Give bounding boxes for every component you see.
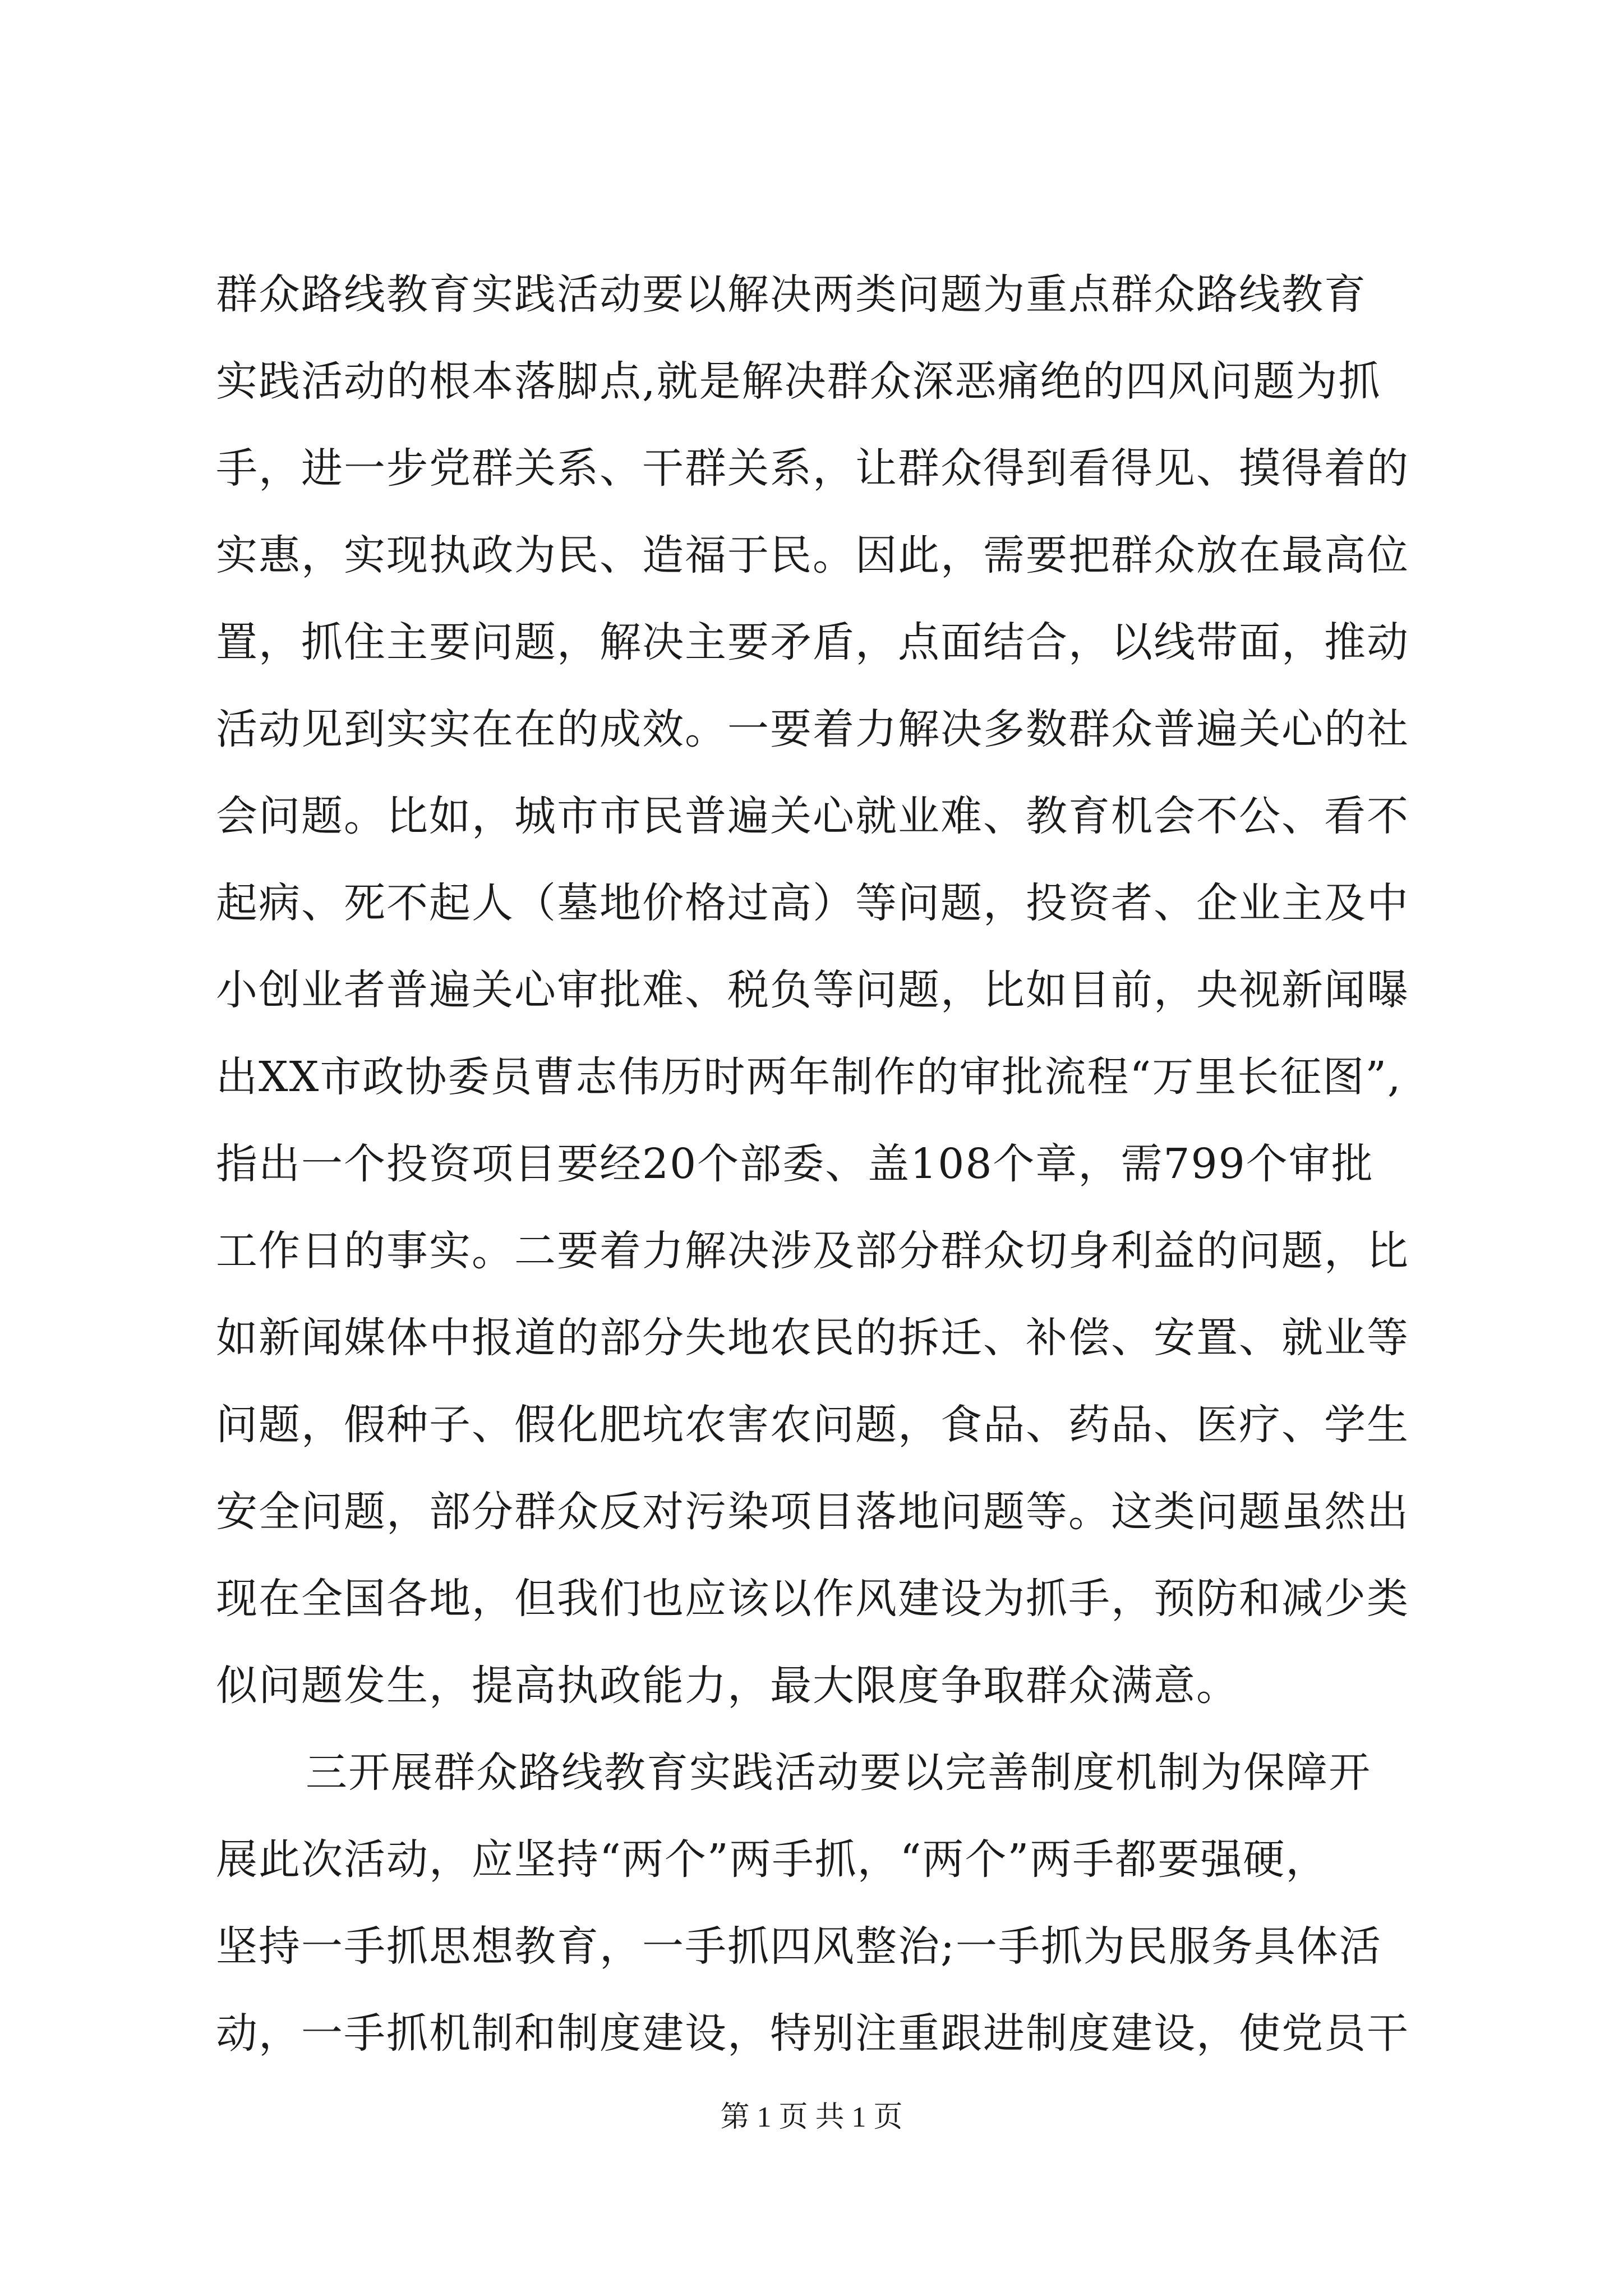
paragraph-line: 起病、死不起人（墓地价格过高）等问题，投资者、企业主及中 (216, 879, 1409, 927)
paragraph-line: 似问题发生，提高执政能力，最大限度争取群众满意。 (216, 1662, 1239, 1710)
paragraph-line: 指出一个投资项目要经20个部委、盖108个章，需799个审批 (216, 1140, 1374, 1188)
paragraph-line: 活动见到实实在在的成效。一要着力解决多数群众普遍关心的社 (216, 705, 1409, 753)
paragraph-line: 出XX市政协委员曹志伟历时两年制作的审批流程“万里长征图”, (216, 1053, 1402, 1101)
paragraph-line: 群众路线教育实践活动要以解决两类问题为重点群众路线教育 (216, 270, 1367, 319)
paragraph-line: 工作日的事实。二要着力解决涉及部分群众切身利益的问题，比 (216, 1227, 1409, 1275)
paragraph-line: 三开展群众路线教育实践活动要以完善制度机制为保障开 (306, 1749, 1371, 1797)
paragraph-line: 安全问题，部分群众反对污染项目落地问题等。这类问题虽然出 (216, 1488, 1409, 1536)
paragraph-line: 会问题。比如，城市市民普遍关心就业难、教育机会不公、看不 (216, 792, 1409, 840)
paragraph-line: 展此次活动，应坚持“两个”两手抓，“两个”两手都要强硬， (216, 1835, 1329, 1884)
paragraph-line: 坚持一手抓思想教育，一手抓四风整治;一手抓为民服务具体活 (216, 1922, 1382, 1971)
page-number-footer: 第 1 页 共 1 页 (720, 2101, 903, 2133)
paragraph-line: 动，一手抓机制和制度建设，特别注重跟进制度建设，使党员干 (216, 2009, 1409, 2058)
paragraph-line: 现在全国各地，但我们也应该以作风建设为抓手，预防和减少类 (216, 1575, 1409, 1623)
paragraph-line: 实践活动的根本落脚点,就是解决群众深恶痛绝的四风问题为抓 (216, 357, 1381, 406)
paragraph-line: 置，抓住主要问题，解决主要矛盾，点面结合，以线带面，推动 (216, 618, 1409, 666)
paragraph-line: 实惠，实现执政为民、造福于民。因此，需要把群众放在最高位 (216, 531, 1409, 579)
paragraph-line: 如新闻媒体中报道的部分失地农民的拆迁、补偿、安置、就业等 (216, 1314, 1409, 1362)
paragraph-line: 小创业者普遍关心审批难、税负等问题，比如目前，央视新闻曝 (216, 966, 1409, 1014)
paragraph-line: 手，进一步党群关系、干群关系，让群众得到看得见、摸得着的 (216, 444, 1409, 493)
paragraph-line: 问题，假种子、假化肥坑农害农问题，食品、药品、医疗、学生 (216, 1401, 1409, 1449)
